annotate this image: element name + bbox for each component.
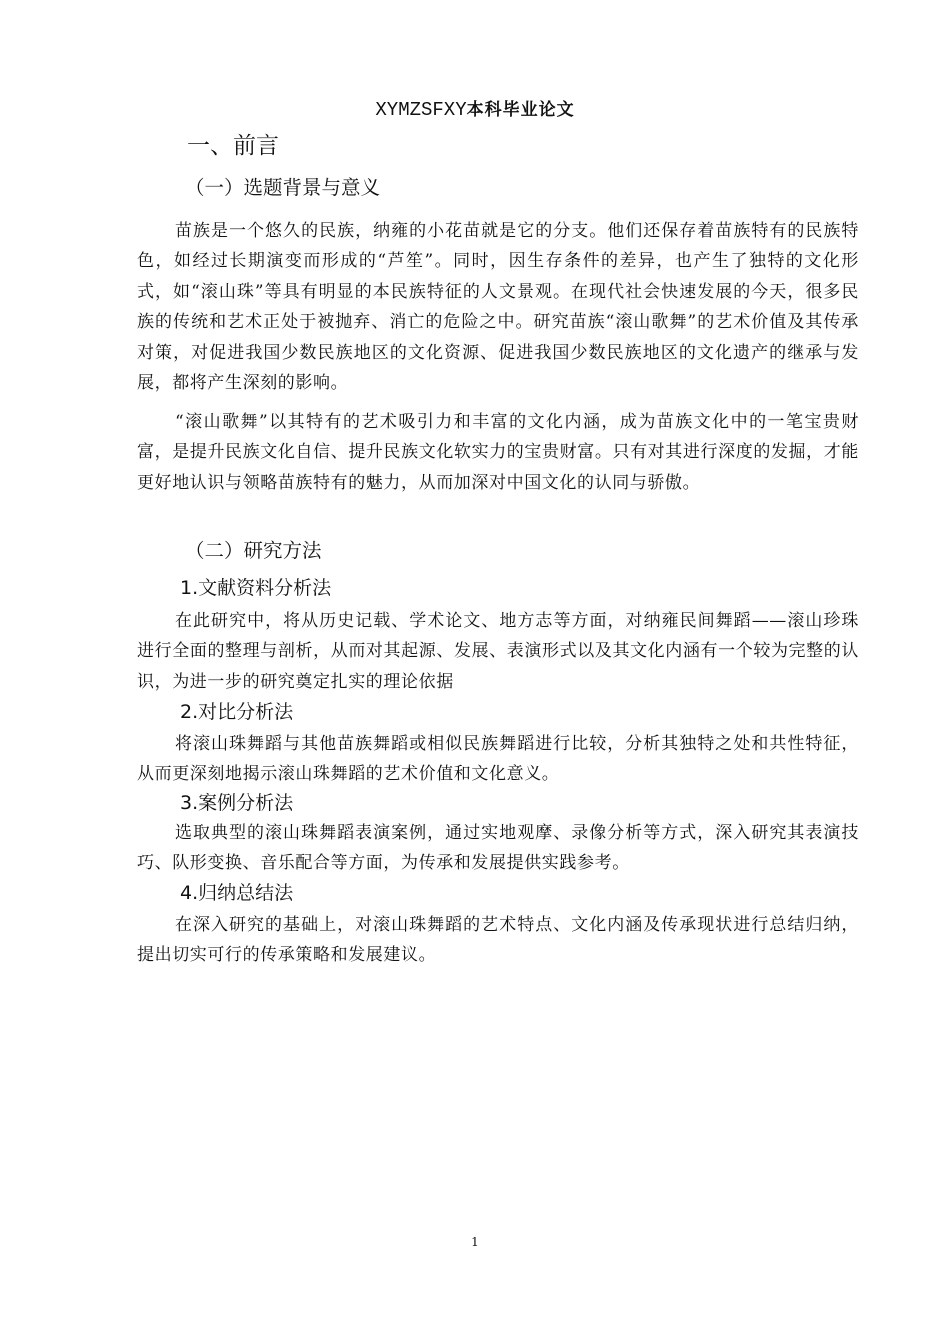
page-number: 1 [471, 1235, 479, 1249]
method-text-2: 将滚山珠舞蹈与其他苗族舞蹈或相似民族舞蹈进行比较，分析其独特之处和共性特征，从而更深刻地揭示滚山珠舞蹈的艺术价值和文化意义。 [137, 734, 859, 785]
method-title-3: 3.案例分析法 [180, 792, 294, 814]
page-header [0, 98, 950, 122]
method-text-1: 在此研究中，将从历史记载、学术论文、地方志等方面，对纳雍民间舞蹈——滚山珍珠进行全面的整理与剖析，从而对其起源、发展、表演形式以及其文化内涵有一个较为完整的认识，为进一步的研究奠定扎实的理论依据 [137, 611, 859, 692]
method-title-1: 1.文献资料分析法 [180, 577, 332, 599]
method-text-3: 选取典型的滚山珠舞蹈表演案例，通过实地观摩、录像分析等方式，深入研究其表演技巧、队形变换、音乐配合等方面，为传承和发展提供实践参考。 [137, 823, 859, 874]
method-title-4: 4.归纳总结法 [180, 882, 294, 904]
section-title: 一、前言 [187, 133, 279, 159]
subsection-title-background: （一）选题背景与意义 [185, 176, 381, 199]
method-title-2: 2.对比分析法 [180, 701, 294, 723]
header-code: XYMZSFXY [375, 99, 467, 121]
header-label: 本科毕业论文 [466, 100, 575, 120]
method-text-4: 在深入研究的基础上，对滚山珠舞蹈的艺术特点、文化内涵及传承现状进行总结归纳，提出切实可行的传承策略和发展建议。 [137, 915, 859, 966]
paragraph-background-2: “滚山歌舞”以其特有的艺术吸引力和丰富的文化内涵，成为苗族文化中的一笔宝贵财富，是提升民族文化自信、提升民族文化软实力的宝贵财富。只有对其进行深度的发掘，才能更好地认识与领略苗族特有的魅力，从而加深对中国文化的认同与骄傲。 [137, 412, 859, 493]
subsection-title-methods: （二）研究方法 [185, 539, 322, 562]
paragraph-background-1: 苗族是一个悠久的民族，纳雍的小花苗就是它的分支。他们还保存着苗族特有的民族特色，如经过长期演变而形成的“芦笙”。同时，因生存条件的差异，也产生了独特的文化形式，如“滚山珠”等具有明显的本民族特征的人文景观。在现代社会快速发展的今天，很多民族的传统和艺术正处于被抛弃、消亡的危险之中。研究苗族“滚山歌舞”的艺术价值及其传承对策，对促进我国少数民族地区的文化资源、促进我国少数民族地区的文化遗产的继承与发展，都将产生深刻的影响。 [137, 221, 859, 394]
